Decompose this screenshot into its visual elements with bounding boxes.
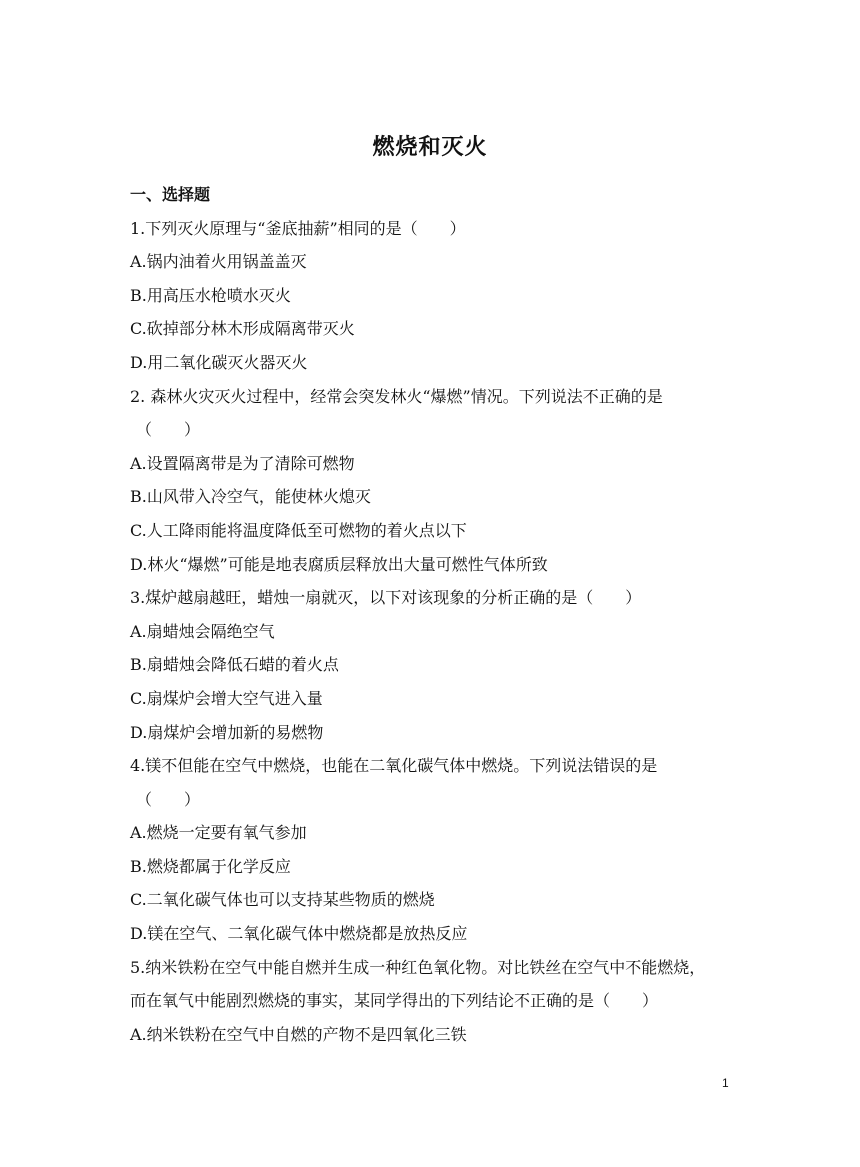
question-4-option-a: A.燃烧一定要有氧气参加: [130, 823, 307, 843]
question-2-stem: 2. 森林火灾灭火过程中，经常会突发林火“爆燃”情况。下列说法不正确的是: [130, 386, 663, 406]
question-1-option-c: C.砍掉部分林木形成隔离带灭火: [130, 319, 355, 339]
question-2-option-a: A.设置隔离带是为了清除可燃物: [130, 453, 355, 473]
document-title: 燃烧和灭火: [372, 135, 488, 160]
question-5-stem-continued: 而在氧气中能剧烈燃烧的事实，某同学得出的下列结论不正确的是（ ）: [130, 991, 659, 1011]
question-2-option-c: C.人工降雨能将温度降低至可燃物的着火点以下: [130, 520, 467, 540]
question-3-option-c: C.扇煤炉会增大空气进入量: [130, 688, 323, 708]
document-body: [130, 178, 750, 1051]
question-5-stem: 5.纳米铁粉在空气中能自燃并生成一种红色氧化物。对比铁丝在空气中不能燃烧，: [130, 957, 706, 977]
question-3-option-d: D.扇煤炉会增加新的易燃物: [130, 722, 324, 742]
question-5-option-a: A.纳米铁粉在空气中自燃的产物不是四氧化三铁: [130, 1024, 467, 1044]
question-3-option-b: B.扇蜡烛会降低石蜡的着火点: [130, 655, 339, 675]
question-1-option-d: D.用二氧化碳灭火器灭火: [130, 352, 308, 372]
page-number: 1: [722, 1076, 729, 1090]
question-4-stem-continued: （ ）: [136, 789, 201, 809]
question-3-stem: 3.煤炉越扇越旺，蜡烛一扇就灭，以下对该现象的分析正确的是（ ）: [130, 588, 642, 608]
question-1-stem: 1.下列灭火原理与“釜底抽薪”相同的是（ ）: [130, 218, 466, 238]
question-2-option-d: D.林火“爆燃”可能是地表腐质层释放出大量可燃性气体所致: [130, 554, 548, 574]
question-4-option-b: B.燃烧都属于化学反应: [130, 856, 291, 876]
question-4-option-c: C.二氧化碳气体也可以支持某些物质的燃烧: [130, 890, 435, 910]
section-heading: 一、选择题: [130, 185, 211, 204]
question-3-option-a: A.扇蜡烛会隔绝空气: [130, 621, 275, 641]
question-1-option-b: B.用高压水枪喷水灭火: [130, 285, 291, 305]
question-4-option-d: D.镁在空气、二氧化碳气体中燃烧都是放热反应: [130, 924, 468, 944]
question-4-stem: 4.镁不但能在空气中燃烧，也能在二氧化碳气体中燃烧。下列说法错误的是: [130, 756, 658, 776]
question-2-option-b: B.山风带入冷空气，能使林火熄灭: [130, 487, 371, 507]
question-1-option-a: A.锅内油着火用锅盖盖灭: [130, 252, 307, 272]
question-2-stem-continued: （ ）: [136, 420, 201, 440]
